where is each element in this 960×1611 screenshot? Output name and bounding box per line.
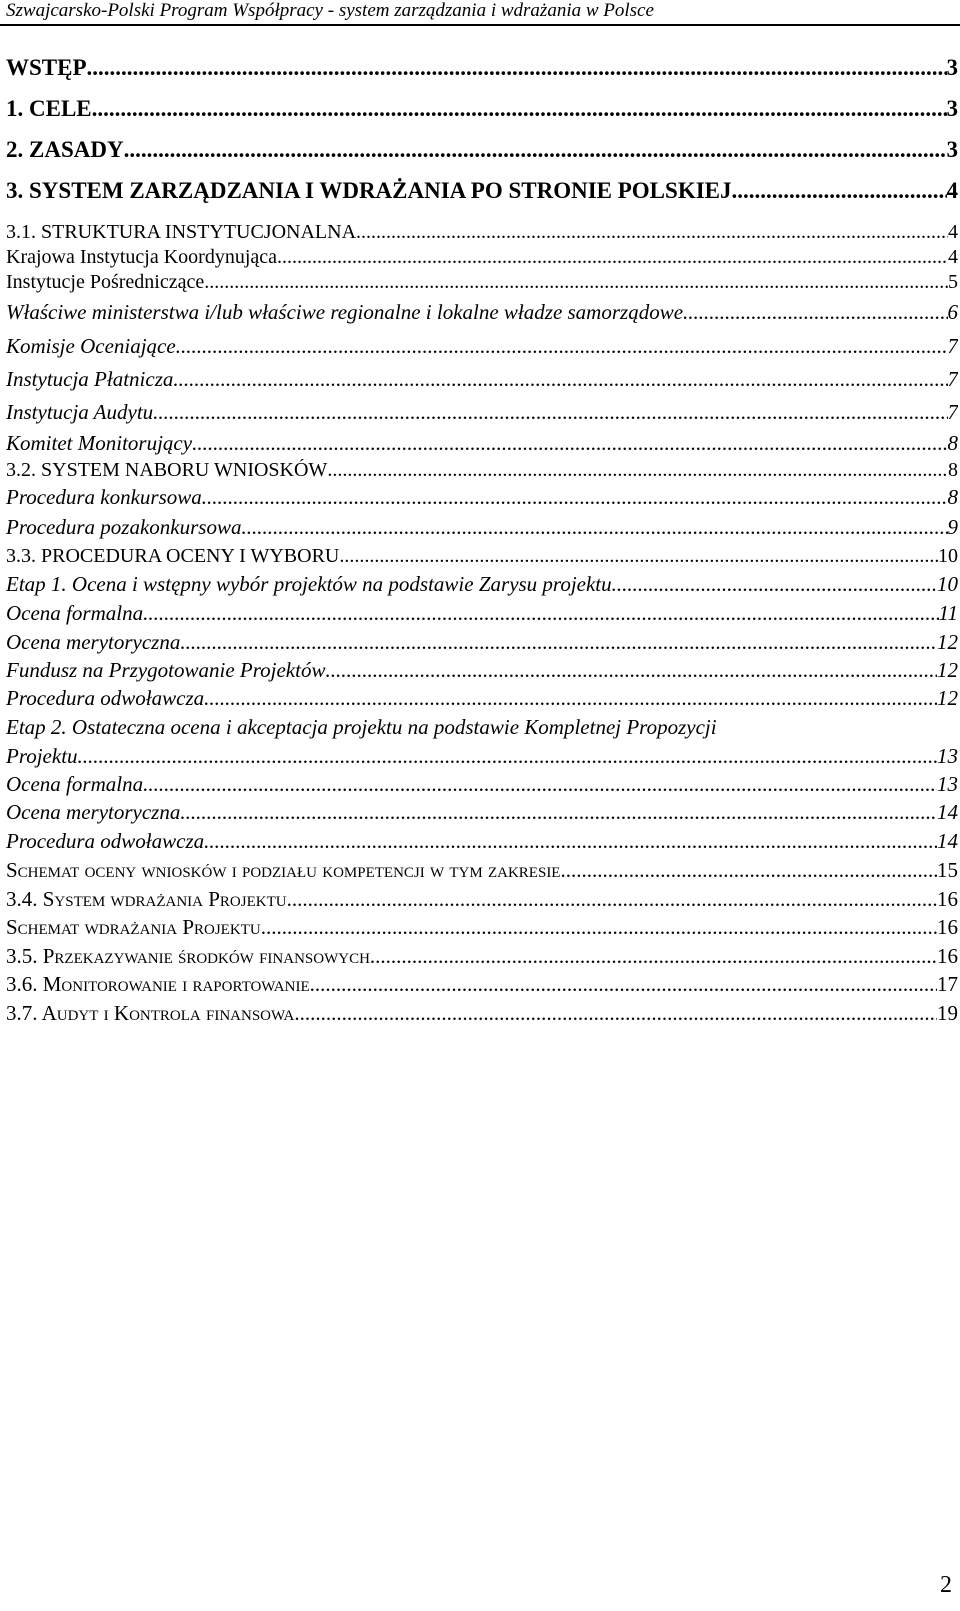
toc-entry-title: Komitet Monitorujący (6, 431, 193, 455)
toc-entry-title: Schemat wdrażania Projektu (6, 915, 261, 939)
toc-entry-title: Krajowa Instytucja Koordynująca (6, 246, 278, 268)
toc-leader (370, 944, 937, 969)
toc-entry-wstep[interactable] (6, 55, 958, 81)
toc-entry-title: Procedura pozakonkursowa (6, 515, 242, 539)
toc-leader (176, 334, 948, 359)
toc-entry-page: 3 (946, 96, 958, 121)
toc-leader (287, 887, 937, 912)
toc-entry-komitet-monitorujacy[interactable] (6, 431, 958, 456)
toc-entry-schemat-wdrazania[interactable] (6, 915, 958, 940)
toc-entry-title: Ocena formalna (6, 601, 144, 625)
toc-leader (732, 178, 947, 204)
toc-entry-page: 14 (937, 829, 958, 853)
toc-entry-title: WSTĘP (6, 55, 87, 80)
toc-entry-page: 15 (937, 858, 958, 882)
toc-entry-schemat-oceny[interactable] (6, 858, 958, 883)
toc-entry-instytucja-audytu[interactable] (6, 400, 958, 425)
toc-entry-title: 3.3. PROCEDURA OCENY I WYBORU (6, 545, 340, 567)
toc-entry-page: 16 (937, 915, 958, 939)
toc-entry-system-zarzadzania[interactable] (6, 178, 958, 204)
toc-entry-title: Ocena formalna (6, 772, 144, 796)
toc-entry-page: 16 (937, 887, 958, 911)
toc-entry-page: 13 (937, 772, 958, 796)
toc-entry-page: 8 (947, 485, 958, 509)
toc-entry-title: Schemat oceny wniosków i podziału kompetencji w tym zakresie (6, 858, 561, 882)
toc-entry-title: Instytucja Płatnicza (6, 367, 174, 391)
toc-entry-title: 3.1. STRUKTURA INSTYTUCJONALNA (6, 221, 357, 243)
toc-entry-title: Procedura odwoławcza (6, 686, 205, 710)
toc-leader (180, 800, 937, 825)
toc-entry-monitorowanie[interactable] (6, 972, 958, 997)
toc-entry-etap-2[interactable] (6, 715, 958, 740)
toc-entry-zasady[interactable] (6, 137, 958, 163)
toc-leader (202, 485, 948, 510)
toc-entry-page: 9 (947, 515, 958, 539)
toc-entry-page: 4 (948, 246, 958, 268)
toc-entry-page: 3 (946, 137, 958, 162)
toc-leader (294, 1001, 937, 1026)
toc-entry-fundusz[interactable] (6, 658, 958, 683)
toc-entry-page: 11 (938, 601, 958, 625)
toc-leader (277, 246, 948, 269)
toc-leader (261, 915, 937, 940)
toc-leader (204, 271, 948, 294)
toc-entry-title: 3.5. Przekazywanie środków finansowych (6, 944, 370, 968)
toc-entry-wlasciwe-ministerstwa[interactable] (6, 300, 958, 325)
toc-entry-title: Projektu (6, 744, 78, 768)
toc-leader (325, 658, 937, 683)
toc-entry-page: 12 (937, 658, 958, 682)
toc-entry-page: 4 (946, 178, 958, 203)
toc-leader (143, 772, 937, 797)
toc-entry-procedura-oceny[interactable] (6, 545, 958, 568)
toc-entry-page: 7 (947, 400, 958, 424)
toc-entry-cele[interactable] (6, 96, 958, 122)
toc-entry-przekazywanie-srodkow[interactable] (6, 944, 958, 969)
toc-leader (87, 55, 947, 81)
toc-entry-page: 10 (938, 545, 958, 567)
toc-entry-page: 17 (937, 972, 958, 996)
toc-entry-title: Etap 2. Ostateczna ocena i akceptacja projektu na podstawie Kompletnej Propozycji (6, 715, 717, 739)
toc-entry-title: 3. SYSTEM ZARZĄDZANIA I WDRAŻANIA PO STRONIE POLSKIEJ (6, 178, 732, 203)
toc-entry-title: Ocena merytoryczna (6, 800, 181, 824)
toc-leader (339, 545, 938, 568)
toc-entry-instytucja-platnicza[interactable] (6, 367, 958, 392)
toc-entry-procedura-odwolawcza-1[interactable] (6, 686, 958, 711)
toc-entry-title: Właściwe ministerstwa i/lub właściwe regionalne i lokalne władze samorządowe (6, 300, 684, 324)
toc-leader (180, 630, 937, 655)
toc-leader (612, 572, 937, 597)
running-header (0, 0, 960, 26)
toc-entry-page: 7 (947, 367, 958, 391)
toc-entry-title: Ocena merytoryczna (6, 630, 181, 654)
toc-entry-title: 3.2. SYSTEM NABORU WNIOSKÓW (6, 459, 328, 481)
toc-leader (241, 515, 947, 540)
toc-entry-title: Etap 1. Ocena i wstępny wybór projektów na podstawie Zarysu projektu (6, 572, 612, 596)
toc-entry-page: 8 (947, 431, 958, 455)
toc-entry-title: 2. ZASADY (6, 137, 124, 162)
toc-entry-system-wdrazania[interactable] (6, 887, 958, 912)
toc-entry-page: 5 (948, 271, 958, 293)
toc-entry-ocena-merytoryczna-2[interactable] (6, 800, 958, 825)
toc-entry-ocena-formalna-1[interactable] (6, 601, 958, 626)
toc-leader (173, 367, 947, 392)
toc-entry-page: 14 (937, 800, 958, 824)
toc-entry-audyt[interactable] (6, 1001, 958, 1026)
toc-leader (153, 400, 947, 425)
toc-entry-procedura-pozakonkursowa[interactable] (6, 515, 958, 540)
toc-entry-page: 7 (947, 334, 958, 358)
toc-leader (192, 431, 947, 456)
toc-leader (683, 300, 947, 325)
toc-entry-krajowa-instytucja[interactable] (6, 246, 958, 269)
toc-leader (356, 221, 948, 244)
toc-entry-page: 16 (937, 944, 958, 968)
toc-leader (92, 96, 947, 122)
toc-entry-page: 13 (937, 744, 958, 768)
toc-entry-title: Procedura konkursowa (6, 485, 202, 509)
toc-entry-procedura-odwolawcza-2[interactable] (6, 829, 958, 854)
toc-entry-page: 6 (947, 300, 958, 324)
toc-entry-page: 8 (948, 459, 958, 481)
toc-entry-title: 3.4. System wdrażania Projektu (6, 887, 287, 911)
toc-entry-page: 12 (937, 630, 958, 654)
toc-entry-procedura-konkursowa[interactable] (6, 485, 958, 510)
toc-leader (143, 601, 938, 626)
running-header-text: Szwajcarsko-Polski Program Współpracy - system zarządzania i wdrażania w Polsce (6, 0, 654, 21)
toc-entry-komisje-oceniajace[interactable] (6, 334, 958, 359)
toc-entry-page: 12 (937, 686, 958, 710)
toc-entry-page: 4 (948, 221, 958, 243)
toc-entry-page: 3 (946, 55, 958, 80)
toc-entry-title: Komisje Oceniające (6, 334, 176, 358)
toc-entry-etap-2-cont[interactable] (6, 744, 958, 769)
toc-entry-etap-1[interactable] (6, 572, 958, 597)
toc-entry-struktura[interactable] (6, 221, 958, 244)
toc-entry-instytucje-posredniczace[interactable] (6, 271, 958, 294)
toc-entry-title: Instytucja Audytu (6, 400, 154, 424)
toc-entry-ocena-formalna-2[interactable] (6, 772, 958, 797)
toc-entry-title: 3.6. Monitorowanie i raportowanie (6, 972, 310, 996)
toc-leader (204, 686, 937, 711)
toc-entry-ocena-merytoryczna-1[interactable] (6, 630, 958, 655)
toc-entry-title: Instytucje Pośredniczące (6, 271, 205, 293)
toc-entry-title: 1. CELE (6, 96, 92, 121)
toc-entry-title: Procedura odwoławcza (6, 829, 205, 853)
toc-leader (310, 972, 937, 997)
toc-leader (124, 137, 947, 163)
toc-entry-page: 10 (937, 572, 958, 596)
page-number: 2 (940, 1572, 952, 1598)
toc-entry-system-naboru[interactable] (6, 459, 958, 482)
toc-entry-title: 3.7. Audyt i Kontrola finansowa (6, 1001, 295, 1025)
toc-entry-page: 19 (937, 1001, 958, 1025)
toc-leader (204, 829, 937, 854)
toc-entry-title: Fundusz na Przygotowanie Projektów (6, 658, 326, 682)
toc-leader (327, 459, 948, 482)
toc-leader (560, 858, 937, 883)
toc-leader (78, 744, 937, 769)
